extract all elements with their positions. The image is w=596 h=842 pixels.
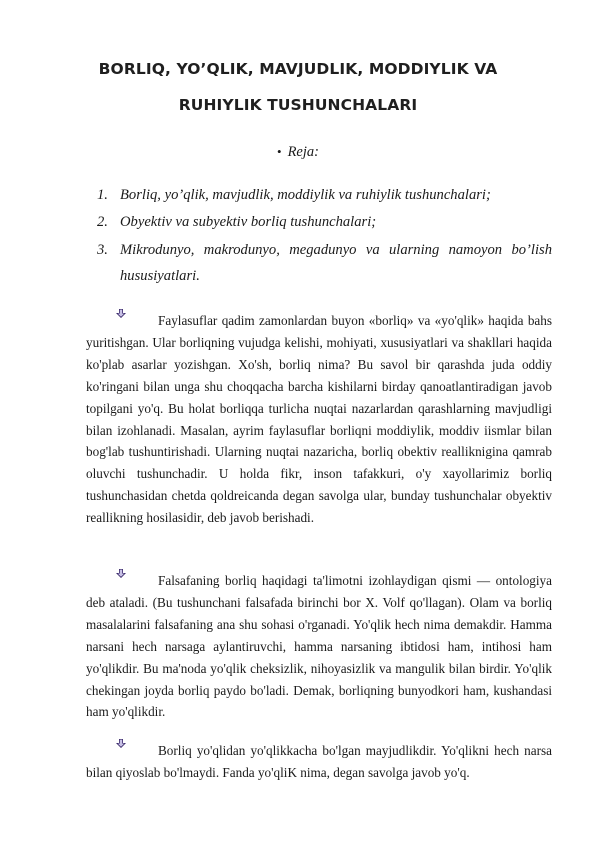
- paragraph-indent: [86, 315, 158, 325]
- plan-item: [98, 182, 552, 208]
- body-paragraph-text: Faylasuflar qadim zamonlardan buyon «borliq» va «yo'qlik» haqida bahs yuritishgan. Ular borliqning vujudga kelishi, mohiyati, xususiyatlari va shakllari haqida ko'plab asarlar yozishgan. Xo'sh, borliq nima? Bu savol bir qarashda juda oddiy ko'ringani bilan unga shu choqqacha barcha kishilarni birday qanoatlantiradigan javob topilgani yo'q. Bu holat borliqqa turlicha nuqtai nazarlardan qarashlarning mavjudligi bilan izohlanadi. Masalan, ayrim faylasuflar borliqni moddiylik, moddiv iismlar bilan bog'lab tushuntirishadi. Ularning nuqtai nazaricha, borliq obektiv realliknigina qamrab oluvchi tushunchadir. U holda fikr, inson tafakkuri, o'y xayollarimiz borliq tushunchasidan chetda qoldreicanda degan savolga ular, bunday tushunchalar obyektiv reallikning hosilasidir, deb javob berishadi.: [86, 313, 552, 526]
- plan-item-number: 1.: [97, 187, 108, 203]
- body-paragraph-text: Borliq yo'qlidan yo'qlikkacha bo'lgan mayjudlikdir. Yo'qlikni hech narsa bilan qiyoslab bo'lmaydi. Fanda yo'qliK nima, degan savolga javob yo'q.: [86, 743, 552, 780]
- body-paragraph: [86, 740, 552, 784]
- plan-item-number: 2.: [97, 214, 108, 230]
- down-arrow-bullet-icon: [116, 309, 126, 319]
- document-title-line-2: RUHIYLIK TUSHUNCHALARI: [178, 96, 418, 114]
- body-paragraph: [86, 310, 552, 529]
- plan-item: [98, 209, 552, 235]
- down-arrow-bullet-icon: [116, 739, 126, 749]
- plan-item-text: Mikrodunyo, makrodunyo, megadunyo va ularning namoyon bo’lish hususiyatlari.: [120, 242, 552, 284]
- paragraph-indent: [86, 745, 158, 755]
- document-title-line-1: BORLIQ, YO’QLIK, MAVJUDLIK, MODDIYLIK VA: [98, 60, 498, 78]
- plan-item-number: 3.: [97, 242, 108, 258]
- plan-heading: [0, 144, 596, 161]
- plan-item-text: Borliq, yo’qlik, mavjudlik, moddiylik va ruhiylik tushunchalari;: [120, 187, 491, 203]
- paragraph-indent: [86, 575, 158, 585]
- plan-item: [98, 237, 552, 289]
- body-paragraph: [86, 570, 552, 723]
- down-arrow-bullet-icon: [116, 569, 126, 579]
- plan-heading-label: Reja:: [287, 144, 319, 160]
- bullet-icon: •: [277, 144, 282, 159]
- plan-item-text: Obyektiv va subyektiv borliq tushunchalari;: [120, 214, 377, 230]
- body-paragraph-text: Falsafaning borliq haqidagi ta'limotni izohlaydigan qismi — ontologiya deb ataladi. (Bu tushunchani falsafada birinchi bor X. Volf qo'llagan). Olam va borliq masalalarini falsafaning ana shu sohasi o'rganadi. Yo'qlik hech nima demakdir. Hamma narsani hech narsaga aylantiruvchi, hamma narsaning ibtidosi ham, intihosi ham yo'qlikdir. Bu ma'noda yo'qlik cheksizlik, nihoyasizlik va mangulik bilan birdir. Yo'qlik chekingan joyda borliq paydo bo'ladi. Demak, borliqning bunyodkori ham, kushandasi ham yo'qlikdir.: [86, 573, 552, 720]
